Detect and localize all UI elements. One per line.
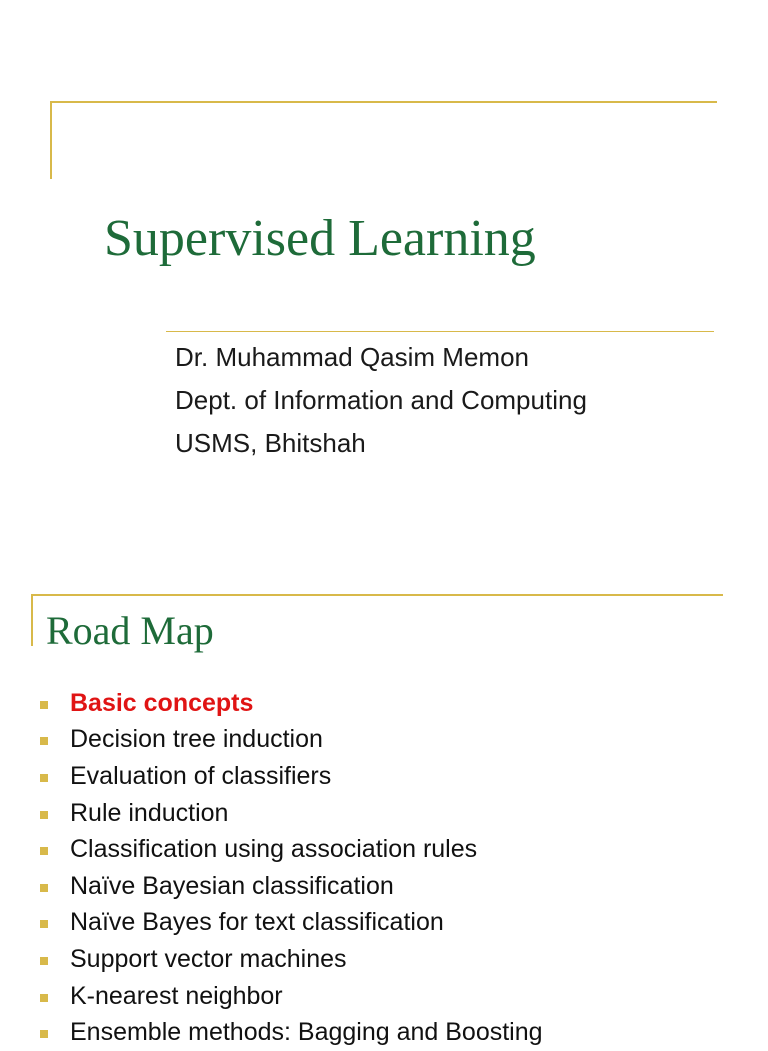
list-item-label: Naïve Bayes for text classification — [70, 908, 444, 937]
square-bullet-icon — [40, 1030, 48, 1038]
slide1-top-border — [51, 101, 717, 103]
square-bullet-icon — [40, 884, 48, 892]
slide1-left-border — [50, 101, 52, 179]
square-bullet-icon — [40, 920, 48, 928]
slide2-top-border — [32, 594, 723, 596]
list-item-label: Decision tree induction — [70, 725, 323, 754]
list-item — [40, 1014, 543, 1051]
list-item — [40, 758, 543, 795]
square-bullet-icon — [40, 774, 48, 782]
square-bullet-icon — [40, 994, 48, 1002]
list-item-label: K-nearest neighbor — [70, 981, 283, 1010]
list-item — [40, 795, 543, 832]
slide-subtitle — [175, 336, 587, 465]
square-bullet-icon — [40, 957, 48, 965]
square-bullet-icon — [40, 701, 48, 709]
list-item-label: Classification using association rules — [70, 835, 478, 864]
list-item-label: Naïve Bayesian classification — [70, 871, 394, 900]
list-item-label: Evaluation of classifiers — [70, 761, 332, 790]
subtitle-rule — [166, 331, 714, 332]
author-name: Dr. Muhammad Qasim Memon — [175, 342, 529, 372]
list-item — [40, 722, 543, 759]
institution-name: USMS, Bhitshah — [175, 428, 366, 458]
list-item — [40, 905, 543, 942]
slide2-left-border — [31, 594, 33, 646]
slide-title: Supervised Learning — [104, 210, 536, 267]
square-bullet-icon — [40, 737, 48, 745]
list-item — [40, 868, 543, 905]
list-item-label: Support vector machines — [70, 944, 347, 973]
roadmap-list — [40, 685, 543, 1051]
list-item — [40, 685, 543, 722]
list-item — [40, 831, 543, 868]
square-bullet-icon — [40, 811, 48, 819]
department-name: Dept. of Information and Computing — [175, 385, 587, 415]
list-item — [40, 941, 543, 978]
square-bullet-icon — [40, 847, 48, 855]
list-item-label: Rule induction — [70, 798, 229, 827]
list-item-label: Ensemble methods: Bagging and Boosting — [70, 1018, 543, 1047]
roadmap-heading: Road Map — [46, 608, 214, 653]
list-item-label: Basic concepts — [70, 688, 254, 717]
list-item — [40, 978, 543, 1015]
